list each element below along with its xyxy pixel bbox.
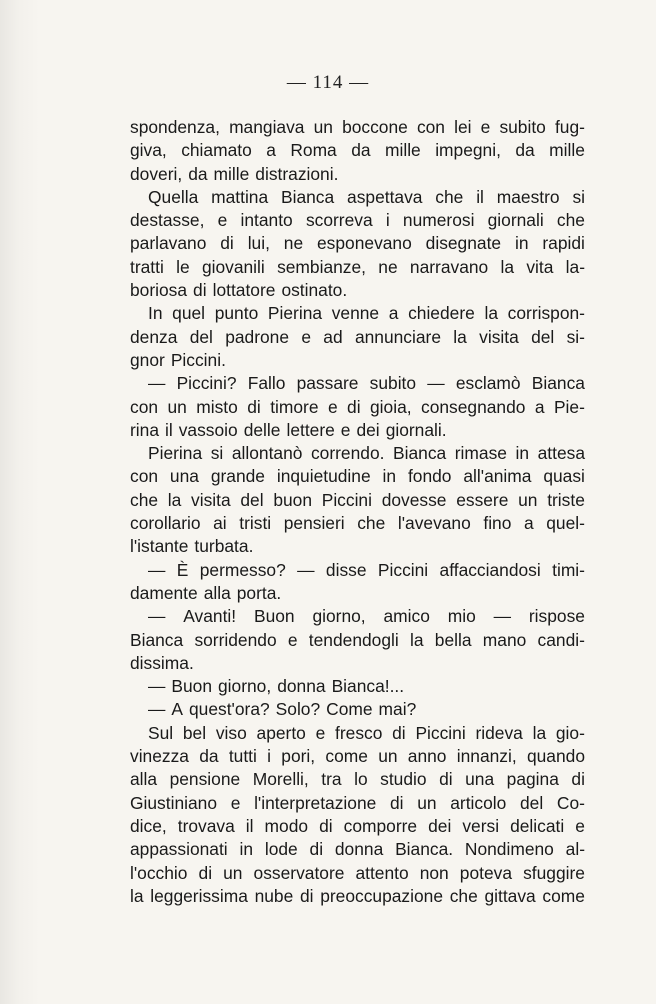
word: tratti [130, 256, 164, 277]
word: numerosi [402, 210, 475, 231]
word: giovanili [201, 256, 265, 277]
word: — [148, 699, 166, 720]
word: dice, [130, 815, 167, 836]
word: con [130, 466, 159, 487]
word: i [385, 210, 390, 231]
word: e [327, 396, 338, 417]
word: rapidi [542, 233, 585, 254]
word: giornali [487, 210, 544, 231]
word: la [453, 326, 467, 347]
word: giva, [130, 140, 167, 161]
word: fug- [554, 117, 585, 137]
word: subito [499, 117, 546, 137]
word: una [169, 466, 199, 487]
word: di [198, 862, 213, 883]
word: corollario [130, 513, 201, 534]
word: subito [369, 373, 417, 394]
word: da [188, 163, 208, 184]
word: visita [191, 489, 231, 510]
word: padrone [225, 326, 290, 347]
word: Bianca. [395, 839, 454, 860]
word: di [319, 815, 333, 836]
word: rideva [475, 722, 523, 743]
word: — [148, 373, 166, 394]
word: si [572, 186, 585, 207]
word: denza [130, 326, 178, 347]
word: aspettava [347, 186, 423, 207]
word: appassionati [130, 839, 228, 860]
word: Fallo [247, 373, 286, 394]
word: passare [296, 373, 359, 394]
word: e [480, 117, 491, 137]
word: doveri, [130, 163, 183, 184]
word: spondenza, [130, 117, 220, 137]
word: di [299, 885, 314, 906]
word: giornali. [385, 419, 447, 440]
word: fondo [407, 466, 452, 487]
word: attento [355, 862, 409, 883]
word: quasi [543, 466, 585, 487]
word: Sul [148, 722, 174, 743]
word: che [449, 885, 478, 906]
text-line [130, 582, 585, 605]
text-line [130, 605, 585, 628]
word: come [542, 885, 585, 906]
word: da [199, 746, 219, 767]
word: un [313, 117, 333, 137]
word: la [484, 303, 498, 324]
word: mille [213, 163, 250, 184]
word: Pierina [267, 303, 323, 324]
word: Piccini. [170, 349, 226, 370]
word: gioia, [370, 396, 412, 417]
word: turbata. [194, 536, 254, 557]
word: di [247, 396, 261, 417]
word: all'anima [463, 466, 532, 487]
word: bel [182, 722, 207, 743]
word: vinezza [130, 746, 189, 767]
text-line [130, 186, 585, 209]
word: in [382, 466, 397, 487]
word: Buon [171, 676, 213, 697]
text-line [130, 745, 585, 768]
word: timi- [552, 559, 585, 580]
word: chiedere [408, 303, 475, 324]
word: dovesse [381, 489, 447, 510]
word: alla [130, 769, 158, 790]
word: al- [565, 839, 585, 860]
word: gittava [484, 885, 536, 906]
word: gio- [555, 722, 585, 743]
word: e [301, 326, 311, 347]
word: e [230, 792, 241, 813]
word: maestro [496, 186, 560, 207]
word: mai? [378, 699, 417, 720]
word: attesa [537, 443, 585, 464]
word: in [514, 233, 529, 254]
word: che [130, 489, 159, 510]
word: del [531, 326, 555, 347]
word: da [351, 140, 371, 161]
word: disse [325, 559, 367, 580]
word: punto [214, 303, 259, 324]
text-line [130, 442, 585, 465]
text-line [130, 349, 585, 372]
word: trovava [177, 815, 235, 836]
word: si [210, 443, 224, 464]
word: un [518, 489, 538, 510]
word: tendendogli [308, 629, 399, 650]
text-line [130, 302, 585, 325]
word: buon [273, 489, 312, 510]
word: la [409, 629, 424, 650]
word: che [435, 186, 464, 207]
word: donna [277, 676, 326, 697]
word: candi- [537, 629, 585, 650]
body-text [130, 116, 585, 908]
text-line [130, 419, 585, 442]
word: pori, [281, 746, 316, 767]
word: affacciandosi [439, 559, 541, 580]
word: annunciare [354, 326, 441, 347]
word: fresco [335, 722, 383, 743]
word: del [520, 792, 544, 813]
word: impegni, [435, 140, 501, 161]
word: Morelli, [252, 769, 309, 790]
text-line [130, 209, 585, 232]
word: tristi [239, 513, 272, 534]
word: i [267, 746, 272, 767]
word: e [287, 629, 298, 650]
word: Piccini [377, 559, 429, 580]
word: Bianca [130, 629, 184, 650]
word: a [388, 303, 399, 324]
word: Buon [253, 606, 295, 627]
word: mille [384, 140, 421, 161]
word: sembianze, [277, 256, 366, 277]
word: tutti [228, 746, 257, 767]
word: Nondimeno [464, 839, 554, 860]
word: mille [549, 140, 585, 161]
word: una [465, 769, 495, 790]
text-line [130, 279, 585, 302]
word: versi [462, 815, 500, 836]
word: sorridendo [194, 629, 277, 650]
word: poteva [459, 862, 513, 883]
word: lode [264, 839, 298, 860]
word: a [266, 140, 276, 161]
word: dissima. [130, 652, 194, 673]
word: in [515, 443, 530, 464]
word: narravano [409, 256, 489, 277]
word: mangiava [229, 117, 305, 137]
word: destasse, [130, 210, 205, 231]
word: misto [196, 396, 238, 417]
word: le [176, 256, 190, 277]
word: mattina [211, 186, 269, 207]
word: permesso? [199, 559, 286, 580]
word: rimase [454, 443, 507, 464]
text-line [130, 792, 585, 815]
word: Giustiniano [130, 792, 218, 813]
word: leggerissima [150, 885, 248, 906]
word: chiamato [181, 140, 252, 161]
word: ne [378, 256, 398, 277]
word: articolo [450, 792, 507, 813]
page-number: — 114 — [286, 72, 370, 93]
word: delicati [510, 815, 565, 836]
word: gnor [130, 349, 165, 370]
word: a [534, 396, 545, 417]
word: osservatore [253, 862, 345, 883]
word: intanto [240, 210, 293, 231]
word: quando [526, 746, 585, 767]
word: in [239, 839, 254, 860]
word: non [419, 862, 449, 883]
word: un [167, 396, 187, 417]
word: la [130, 885, 144, 906]
word: boccone [342, 117, 408, 137]
word: bella [434, 629, 472, 650]
word: del [240, 489, 264, 510]
word: fino [483, 513, 512, 534]
word: — [493, 606, 512, 627]
word: tra [321, 769, 342, 790]
word: un [223, 862, 243, 883]
text-line [130, 256, 585, 279]
word: il [476, 186, 484, 207]
word: la- [565, 256, 585, 277]
word: giorno, [218, 676, 272, 697]
word: vassoio [178, 419, 238, 440]
word: Solo? [275, 699, 321, 720]
word: disegnate [425, 233, 502, 254]
text-line [130, 862, 585, 885]
word: di [347, 396, 361, 417]
word: pensieri [283, 513, 345, 534]
text-line [130, 838, 585, 861]
word: innanzi, [456, 746, 517, 767]
word: porta. [236, 582, 282, 603]
word: a [523, 513, 534, 534]
word: un [417, 792, 437, 813]
word: — [148, 559, 166, 580]
word: essere [456, 489, 509, 510]
word: di [439, 769, 453, 790]
word: di [389, 792, 404, 813]
word: corrispon- [507, 303, 585, 324]
word: rispose [528, 606, 585, 627]
word: — [297, 559, 315, 580]
word: con [416, 117, 445, 137]
word: — [427, 373, 445, 394]
word: pagina [506, 769, 559, 790]
text-line [130, 139, 585, 162]
word: timore [270, 396, 319, 417]
word: ostinato. [281, 280, 348, 301]
word: la [500, 256, 515, 277]
word: che [357, 513, 386, 534]
word: A [171, 699, 183, 720]
word: di [220, 233, 234, 254]
word: del [189, 326, 213, 347]
text-line [130, 629, 585, 652]
word: amico [383, 606, 430, 627]
word: alla [203, 582, 231, 603]
word: Roma [290, 140, 337, 161]
word: di [193, 280, 207, 301]
word: e [217, 210, 228, 231]
word: che [556, 210, 585, 231]
word: studio [380, 769, 427, 790]
word: donna [334, 839, 384, 860]
word: sfuggire [523, 862, 585, 883]
word: aperto [256, 722, 306, 743]
word: pensione [169, 769, 241, 790]
word: la [167, 489, 182, 510]
text-line [130, 885, 585, 908]
word: Bianca [531, 373, 585, 394]
text-line [130, 815, 585, 838]
word: e [575, 815, 585, 836]
word: l'avevano [397, 513, 471, 534]
word: venne [331, 303, 380, 324]
word: di [571, 769, 585, 790]
word: come [325, 746, 368, 767]
word: rina [130, 419, 159, 440]
word: Avanti! [183, 606, 237, 627]
word: lottatore [212, 280, 276, 301]
word: grande [210, 466, 265, 487]
word: la [532, 722, 547, 743]
word: il [165, 419, 173, 440]
word: un [378, 746, 398, 767]
text-line [130, 768, 585, 791]
word: l'istante [130, 536, 189, 557]
word: da [515, 140, 535, 161]
word: delle [243, 419, 281, 440]
word: Bianca!... [331, 676, 405, 697]
word: È [176, 559, 189, 580]
word: lettere [286, 419, 335, 440]
word: e [315, 722, 326, 743]
word: lo [354, 769, 368, 790]
word: comporre [343, 815, 418, 836]
word: lui, [247, 233, 270, 254]
word: di [392, 722, 406, 743]
text-line [130, 326, 585, 349]
word: modo [264, 815, 309, 836]
word: quel- [546, 513, 585, 534]
word: l'occhio [130, 862, 188, 883]
text-line [130, 512, 585, 535]
text-line [130, 722, 585, 745]
word: l'interpretazione [254, 792, 377, 813]
word: preoccupazione [320, 885, 444, 906]
word: Pie- [553, 396, 585, 417]
word: e [340, 419, 351, 440]
word: Quella [148, 186, 199, 207]
text-line [130, 535, 585, 558]
word: vita [526, 256, 554, 277]
word: quel [172, 303, 206, 324]
text-line [130, 698, 585, 721]
word: correndo. [310, 443, 385, 464]
word: In [148, 303, 163, 324]
word: mano [482, 629, 527, 650]
word: giorno, [312, 606, 366, 627]
word: visita [479, 326, 519, 347]
word: Piccini? [176, 373, 237, 394]
text-line [130, 652, 585, 675]
word: Come [326, 699, 373, 720]
word: nube [254, 885, 294, 906]
word: inquietudine [276, 466, 371, 487]
text-line [130, 559, 585, 582]
text-line [130, 116, 585, 139]
word: ad [323, 326, 343, 347]
word: dei [356, 419, 380, 440]
word: anno [407, 746, 447, 767]
word: ai [213, 513, 227, 534]
word: Piccini [321, 489, 372, 510]
word: di [309, 839, 324, 860]
word: — [148, 676, 166, 697]
word: damente [130, 582, 198, 603]
word: Piccini [415, 722, 466, 743]
word: con [130, 396, 159, 417]
word: scorreva [305, 210, 373, 231]
text-line [130, 489, 585, 512]
word: viso [215, 722, 247, 743]
text-line [130, 232, 585, 255]
word: si- [566, 326, 585, 347]
word: mio [447, 606, 476, 627]
word: esponevano [317, 233, 412, 254]
word: parlavano [130, 233, 207, 254]
text-line [130, 675, 585, 698]
word: boriosa [130, 280, 188, 301]
word: allontanò [231, 443, 303, 464]
word: quest'ora? [189, 699, 270, 720]
word: dei [428, 815, 452, 836]
word: Pierina [148, 443, 203, 464]
word: lei [454, 117, 472, 137]
word: distrazioni. [255, 163, 339, 184]
word: esclamò [455, 373, 521, 394]
word: Co- [556, 792, 585, 813]
text-line [130, 372, 585, 395]
word: ne [283, 233, 304, 254]
text-line [130, 163, 585, 186]
text-line [130, 465, 585, 488]
word: triste [547, 489, 585, 510]
word: consegnando [421, 396, 526, 417]
text-line [130, 396, 585, 419]
word: Bianca [393, 443, 447, 464]
word: il [245, 815, 254, 836]
word: Bianca [281, 186, 335, 207]
word: — [148, 606, 166, 627]
